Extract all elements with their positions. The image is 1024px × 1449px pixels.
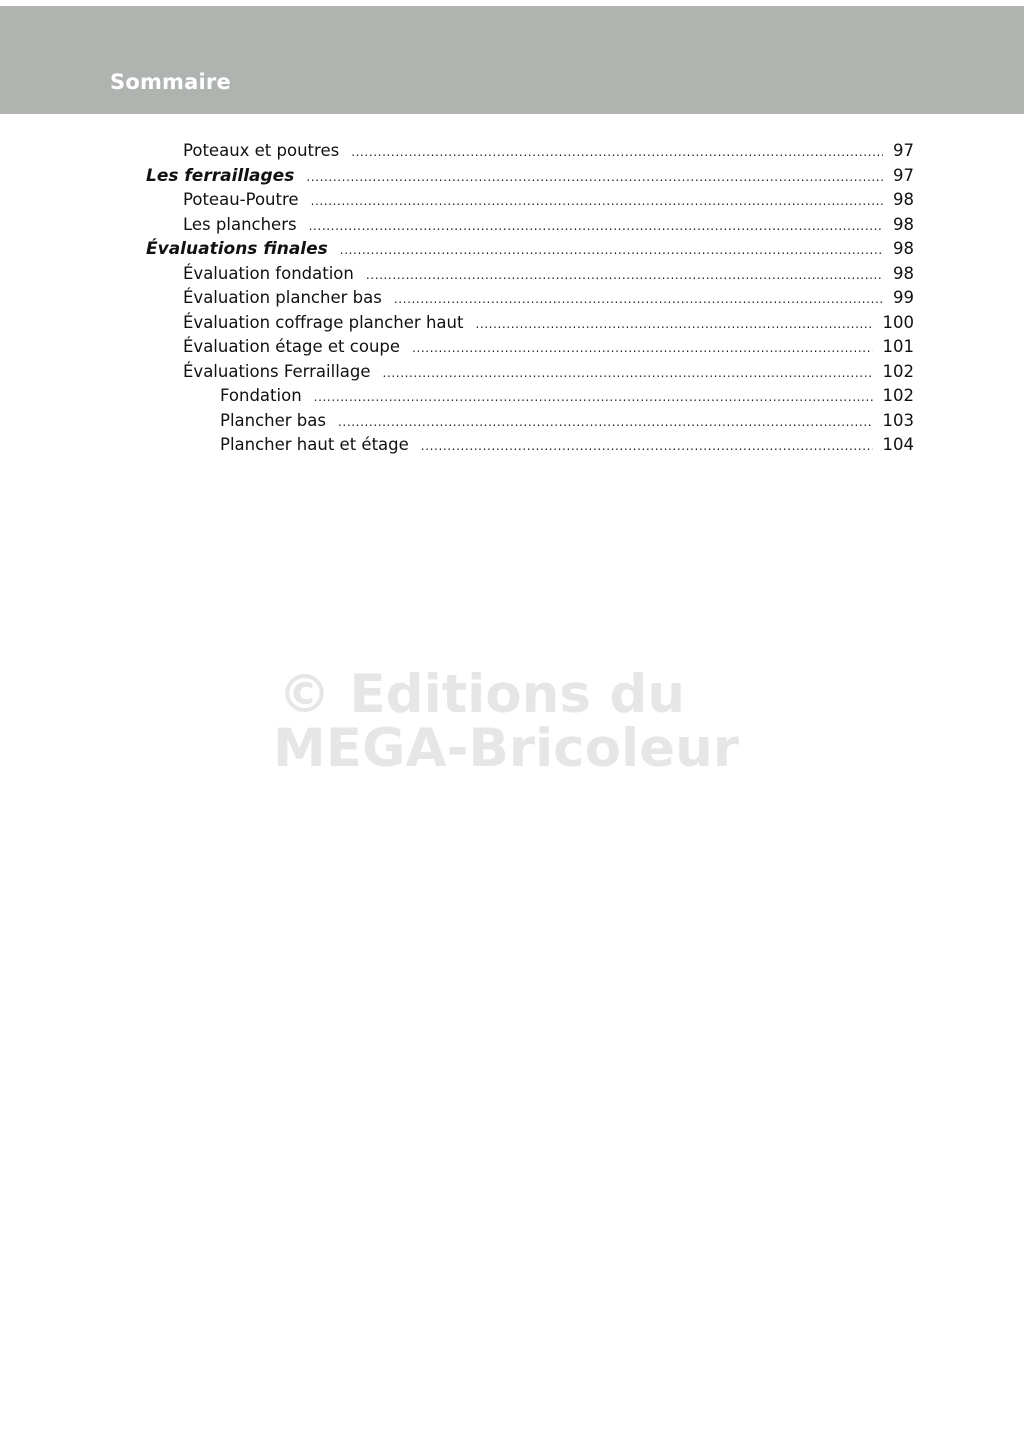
toc-subentry-label: Fondation [220, 386, 302, 405]
toc-entry-label: Évaluation coffrage plancher haut [183, 312, 464, 332]
toc-leader-dots [309, 214, 883, 239]
toc-subentry-label: Plancher haut et étage [220, 435, 409, 454]
toc-entry-page: 100 [882, 312, 914, 332]
toc-entry-label: Les planchers [183, 214, 297, 234]
toc-entry-label: Poteau-Poutre [183, 190, 299, 209]
toc-entry[interactable] [0, 213, 1024, 238]
watermark-line-1: © Editions du [278, 664, 686, 725]
toc-subentry-label: Plancher bas [220, 410, 326, 430]
toc-leader-dots [421, 434, 873, 459]
toc-section-page: 98 [893, 239, 914, 258]
table-of-contents [0, 139, 1024, 458]
toc-entry-label: Évaluation fondation [183, 263, 354, 283]
toc-section[interactable] [0, 164, 1024, 189]
toc-leader-dots [412, 336, 872, 361]
toc-leader-dots [394, 287, 883, 312]
toc-leader-dots [383, 361, 873, 386]
toc-entry[interactable] [0, 286, 1024, 311]
toc-subentry-page: 104 [882, 435, 914, 454]
toc-section-page: 97 [893, 165, 914, 185]
toc-leader-dots [340, 238, 883, 263]
toc-entry[interactable] [0, 335, 1024, 360]
header-bar [0, 6, 1024, 114]
toc-entry-page: 98 [893, 214, 914, 234]
toc-entry-page: 99 [893, 288, 914, 307]
toc-entry-label: Évaluation plancher bas [183, 288, 382, 307]
toc-entry-page: 98 [893, 263, 914, 283]
toc-leader-dots [475, 312, 872, 337]
toc-entry[interactable] [0, 139, 1024, 164]
toc-subentry[interactable] [0, 433, 1024, 458]
toc-entry-label: Poteaux et poutres [183, 141, 340, 160]
toc-entry-label: Évaluations Ferraillage [183, 361, 371, 381]
copyright-watermark [273, 664, 739, 779]
toc-entry-page: 102 [882, 361, 914, 381]
toc-entry-page: 97 [893, 141, 914, 160]
toc-entry[interactable] [0, 188, 1024, 213]
toc-entry[interactable] [0, 311, 1024, 336]
toc-section-label: Évaluations finales [146, 239, 328, 259]
toc-leader-dots [338, 410, 873, 435]
toc-subentry-page: 102 [882, 386, 914, 405]
watermark-line-2: MEGA-Bricoleur [273, 718, 739, 779]
toc-section[interactable] [0, 237, 1024, 262]
toc-leader-dots [366, 263, 883, 288]
toc-leader-dots [311, 189, 883, 214]
toc-subentry[interactable] [0, 409, 1024, 434]
toc-subentry[interactable] [0, 384, 1024, 409]
toc-section-label: Les ferraillages [146, 165, 295, 186]
toc-leader-dots [306, 165, 883, 190]
page-title: Sommaire [110, 70, 231, 94]
toc-subentry-page: 103 [882, 410, 914, 430]
toc-leader-dots [314, 385, 873, 410]
toc-entry-page: 98 [893, 190, 914, 209]
toc-entry[interactable] [0, 262, 1024, 287]
toc-entry[interactable] [0, 360, 1024, 385]
toc-entry-page: 101 [882, 337, 914, 356]
toc-leader-dots [351, 140, 883, 165]
toc-entry-label: Évaluation étage et coupe [183, 337, 401, 356]
